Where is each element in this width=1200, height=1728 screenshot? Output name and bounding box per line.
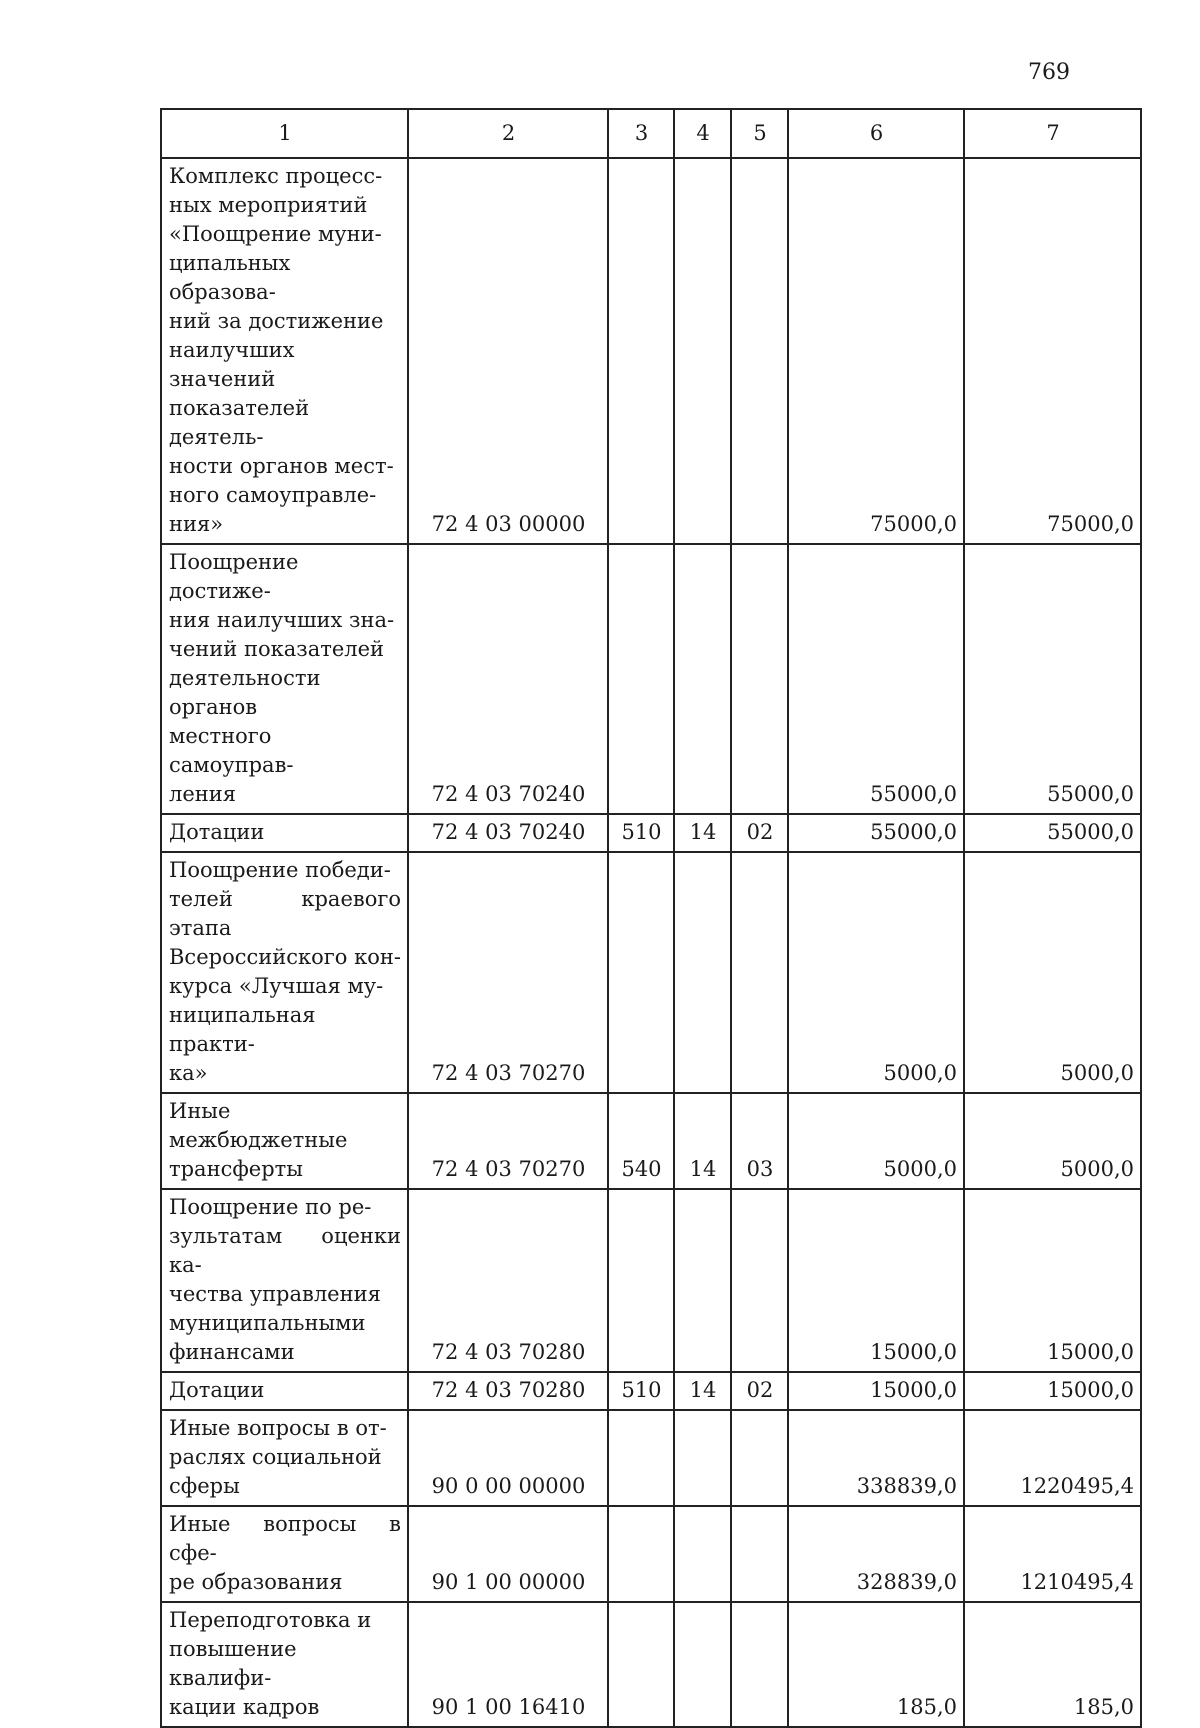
row-name-line: ниципальная практи-	[169, 1003, 316, 1056]
amount-7-cell: 5000,0	[964, 1093, 1141, 1189]
amount-6-cell: 75000,0	[788, 158, 964, 544]
row-name-line: трансферты	[169, 1157, 303, 1181]
column-5-cell	[731, 544, 788, 814]
column-3-cell	[608, 1602, 674, 1727]
code-cell: 90 0 00 00000	[408, 1410, 608, 1506]
column-5-cell	[731, 158, 788, 544]
row-name-cell	[161, 1410, 408, 1506]
column-4-cell	[674, 1602, 731, 1727]
column-5-cell: 03	[731, 1093, 788, 1189]
amount-6-cell: 15000,0	[788, 1372, 964, 1410]
row-name-line: телей краевого этапа	[169, 887, 401, 940]
column-5-cell	[731, 852, 788, 1093]
row-name-line: Иные межбюджетные	[169, 1099, 348, 1152]
amount-6-cell: 5000,0	[788, 1093, 964, 1189]
row-name-line: раслях социальной	[169, 1445, 382, 1469]
column-3-cell	[608, 1189, 674, 1372]
code-cell: 72 4 03 70280	[408, 1372, 608, 1410]
column-3-cell	[608, 544, 674, 814]
amount-6-cell: 55000,0	[788, 544, 964, 814]
row-name-cell	[161, 1506, 408, 1602]
row-name-line: повышение квалифи-	[169, 1637, 297, 1690]
column-4-cell	[674, 544, 731, 814]
row-name-line: курса «Лучшая му-	[169, 974, 384, 998]
row-name-line: Всероссийского кон-	[169, 945, 401, 969]
column-header-7: 7	[964, 109, 1141, 158]
column-4-cell	[674, 1506, 731, 1602]
column-5-cell	[731, 1410, 788, 1506]
column-3-cell: 540	[608, 1093, 674, 1189]
page-number: 769	[1028, 60, 1070, 85]
code-cell: 72 4 03 00000	[408, 158, 608, 544]
row-name-line: кации кадров	[169, 1695, 320, 1719]
row-name-line: ния наилучших зна-	[169, 608, 395, 632]
column-header-4: 4	[674, 109, 731, 158]
row-name-line: Поощрение достиже-	[169, 550, 299, 603]
code-cell: 90 1 00 00000	[408, 1506, 608, 1602]
table-row	[161, 1506, 1141, 1602]
row-name-line: Дотации	[169, 820, 265, 844]
amount-6-cell: 5000,0	[788, 852, 964, 1093]
row-name-line: Иные вопросы в сфе-	[169, 1512, 401, 1565]
table-row	[161, 1372, 1141, 1410]
table-row	[161, 158, 1141, 544]
row-name-line: чества управления	[169, 1282, 381, 1306]
column-3-cell	[608, 1410, 674, 1506]
amount-7-cell: 55000,0	[964, 544, 1141, 814]
row-name-line: Дотации	[169, 1378, 265, 1402]
code-cell: 72 4 03 70270	[408, 1093, 608, 1189]
row-name-cell	[161, 1189, 408, 1372]
amount-7-cell: 75000,0	[964, 158, 1141, 544]
row-name-cell	[161, 1602, 408, 1727]
table-row	[161, 852, 1141, 1093]
row-name-line: ка»	[169, 1061, 208, 1085]
table-row	[161, 544, 1141, 814]
row-name-cell	[161, 852, 408, 1093]
code-cell: 72 4 03 70240	[408, 544, 608, 814]
column-header-1: 1	[161, 109, 408, 158]
row-name-line: ного самоуправле-	[169, 483, 377, 507]
column-header-3: 3	[608, 109, 674, 158]
table-row	[161, 1189, 1141, 1372]
column-5-cell	[731, 1506, 788, 1602]
code-cell: 72 4 03 70240	[408, 814, 608, 852]
column-4-cell	[674, 852, 731, 1093]
row-name-cell	[161, 158, 408, 544]
amount-6-cell: 185,0	[788, 1602, 964, 1727]
amount-7-cell: 1220495,4	[964, 1410, 1141, 1506]
row-name-line: финансами	[169, 1340, 295, 1364]
amount-7-cell: 1210495,4	[964, 1506, 1141, 1602]
row-name-line: «Поощрение муни-	[169, 222, 382, 246]
column-4-cell	[674, 1410, 731, 1506]
row-name-line: ципальных образова-	[169, 251, 291, 304]
row-name-line: Поощрение по ре-	[169, 1195, 372, 1219]
column-4-cell: 14	[674, 1372, 731, 1410]
row-name-line: Переподготовка и	[169, 1608, 372, 1632]
amount-7-cell: 15000,0	[964, 1372, 1141, 1410]
column-4-cell	[674, 158, 731, 544]
column-3-cell	[608, 852, 674, 1093]
table-row	[161, 814, 1141, 852]
column-5-cell	[731, 1189, 788, 1372]
column-header-2: 2	[408, 109, 608, 158]
amount-7-cell: 185,0	[964, 1602, 1141, 1727]
row-name-cell	[161, 1093, 408, 1189]
table-header-row	[161, 109, 1141, 158]
row-name-line: зультатам оценки ка-	[169, 1224, 401, 1277]
column-4-cell: 14	[674, 1093, 731, 1189]
row-name-line: муниципальными	[169, 1311, 366, 1335]
amount-6-cell: 15000,0	[788, 1189, 964, 1372]
row-name-line: деятельности органов	[169, 666, 321, 719]
column-3-cell	[608, 1506, 674, 1602]
row-name-line: местного самоуправ-	[169, 724, 294, 777]
row-name-line: ных мероприятий	[169, 193, 368, 217]
amount-7-cell: 55000,0	[964, 814, 1141, 852]
row-name-line: показателей деятель-	[169, 396, 310, 449]
column-4-cell	[674, 1189, 731, 1372]
column-5-cell: 02	[731, 814, 788, 852]
code-cell: 72 4 03 70270	[408, 852, 608, 1093]
amount-6-cell: 55000,0	[788, 814, 964, 852]
column-3-cell: 510	[608, 814, 674, 852]
column-header-5: 5	[731, 109, 788, 158]
amount-7-cell: 15000,0	[964, 1189, 1141, 1372]
amount-6-cell: 338839,0	[788, 1410, 964, 1506]
column-3-cell: 510	[608, 1372, 674, 1410]
row-name-line: наилучших значений	[169, 338, 295, 391]
row-name-cell	[161, 544, 408, 814]
column-5-cell	[731, 1602, 788, 1727]
code-cell: 90 1 00 16410	[408, 1602, 608, 1727]
row-name-line: ний за достижение	[169, 309, 384, 333]
row-name-line: Иные вопросы в от-	[169, 1416, 387, 1440]
row-name-line: ления	[169, 782, 237, 806]
table-row	[161, 1410, 1141, 1506]
row-name-line: ности органов мест-	[169, 454, 394, 478]
table-row	[161, 1602, 1141, 1727]
code-cell: 72 4 03 70280	[408, 1189, 608, 1372]
column-3-cell	[608, 158, 674, 544]
budget-table	[160, 108, 1142, 1728]
row-name-line: ния»	[169, 512, 224, 536]
row-name-line: Комплекс процесс-	[169, 164, 383, 188]
row-name-line: сферы	[169, 1474, 240, 1498]
column-header-6: 6	[788, 109, 964, 158]
amount-6-cell: 328839,0	[788, 1506, 964, 1602]
table-body	[161, 158, 1141, 1727]
amount-7-cell: 5000,0	[964, 852, 1141, 1093]
column-5-cell: 02	[731, 1372, 788, 1410]
row-name-line: Поощрение победи-	[169, 858, 391, 882]
row-name-line: чений показателей	[169, 637, 385, 661]
row-name-cell	[161, 1372, 408, 1410]
table-row	[161, 1093, 1141, 1189]
row-name-line: ре образования	[169, 1570, 343, 1594]
row-name-cell	[161, 814, 408, 852]
column-4-cell: 14	[674, 814, 731, 852]
